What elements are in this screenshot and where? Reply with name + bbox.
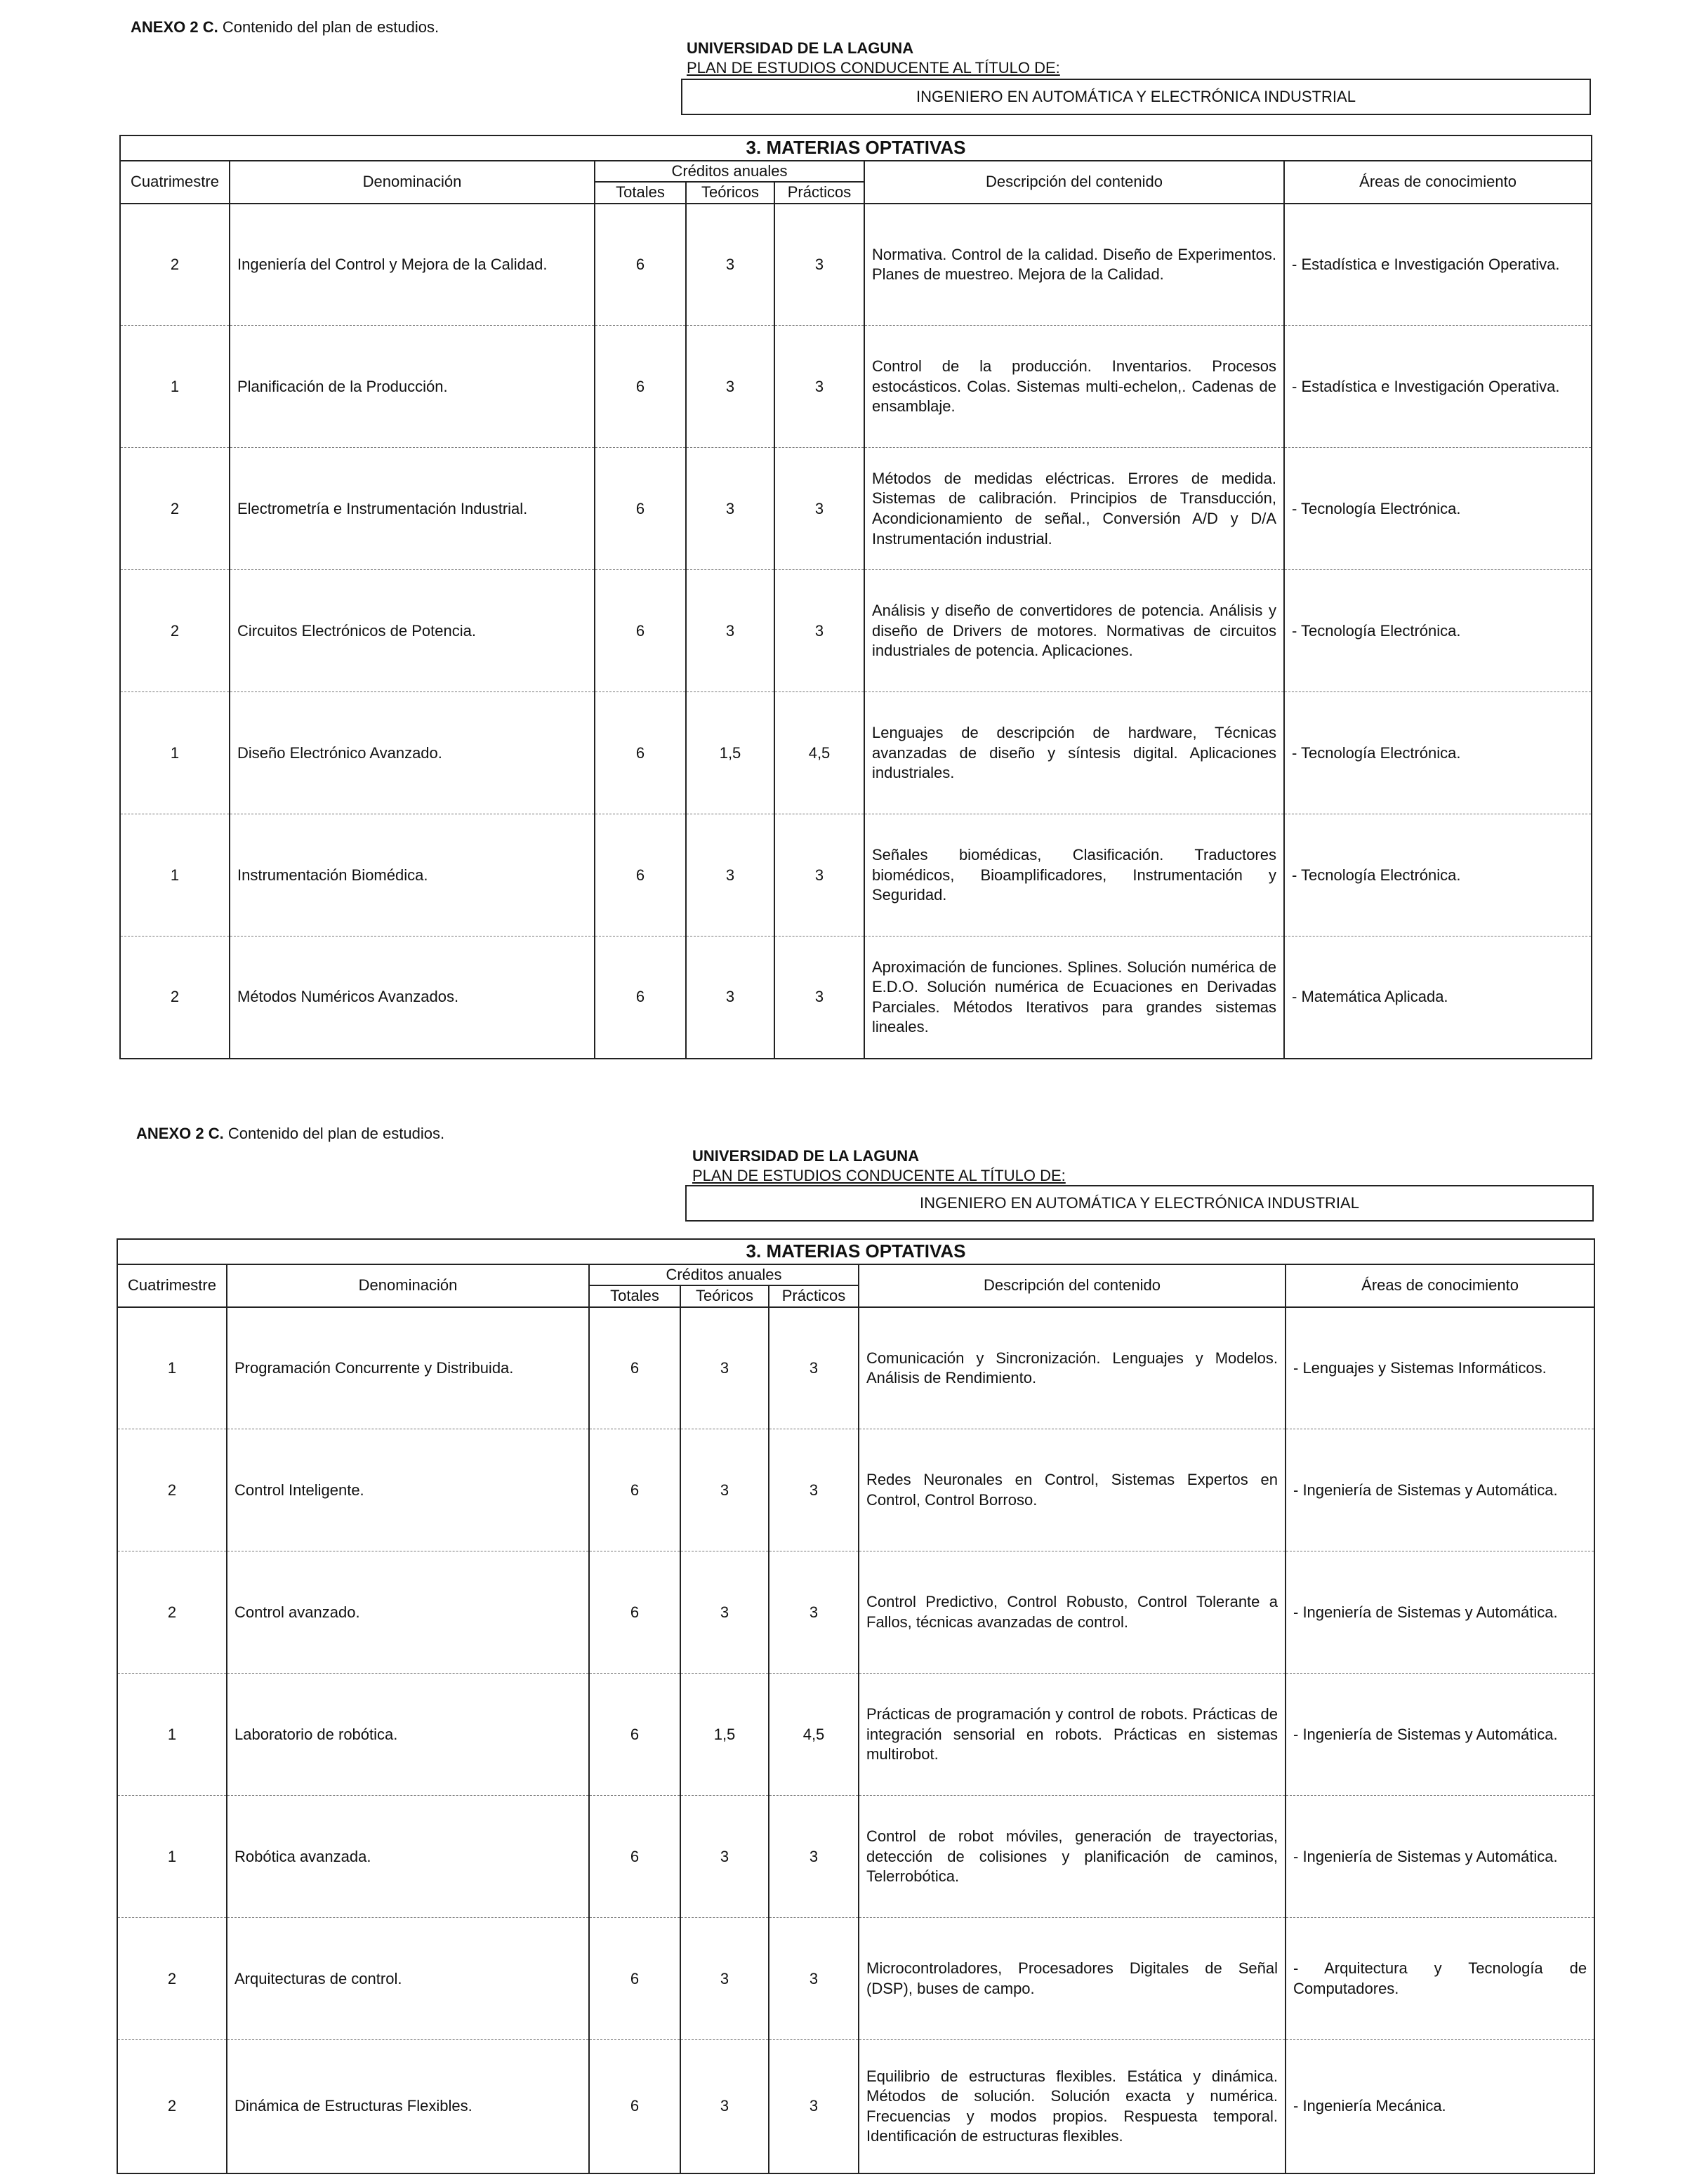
table-row <box>117 2040 1594 2173</box>
table-row <box>120 692 1592 814</box>
totales-cell: 6 <box>589 1918 680 2040</box>
header-descripcion: Descripción del contenido <box>864 161 1284 204</box>
descripcion-cell: Aproximación de funciones. Splines. Solución numérica de E.D.O. Solución numérica de Ecuaciones en Derivadas Parciales. Métodos Iterativos para grandes sistemas lineales. <box>864 937 1284 1059</box>
totales-cell: 6 <box>595 326 686 448</box>
totales-cell: 6 <box>589 1307 680 1429</box>
teoricos-cell: 3 <box>686 570 774 692</box>
header-creditos: Créditos anuales <box>595 161 864 183</box>
plan-title: PLAN DE ESTUDIOS CONDUCENTE AL TÍTULO DE: <box>692 1167 1066 1184</box>
practicos-cell: 3 <box>774 570 864 692</box>
practicos-cell: 3 <box>769 1429 859 1551</box>
descripcion-cell: Lenguajes de descripción de hardware, Técnicas avanzadas de diseño y síntesis digital. Aplicaciones industriales. <box>864 692 1284 814</box>
descripcion-cell: Comunicación y Sincronización. Lenguajes y Modelos. Análisis de Rendimiento. <box>859 1307 1286 1429</box>
totales-cell: 6 <box>595 570 686 692</box>
totales-cell: 6 <box>589 1429 680 1551</box>
cuatrimestre-cell: 2 <box>120 204 230 326</box>
table-row <box>117 1307 1594 1429</box>
header-totales: Totales <box>595 182 686 204</box>
descripcion-cell: Análisis y diseño de convertidores de potencia. Análisis y diseño de Drivers de motores. Normativas de circuitos industriales de potencia. Aplicaciones. <box>864 570 1284 692</box>
table-row <box>120 570 1592 692</box>
cuatrimestre-cell: 2 <box>117 2040 227 2173</box>
denominacion-cell: Ingeniería del Control y Mejora de la Calidad. <box>230 204 595 326</box>
university-name: UNIVERSIDAD DE LA LAGUNA <box>687 39 914 57</box>
area-cell: - Ingeniería de Sistemas y Automática. <box>1286 1551 1594 1674</box>
header-practicos: Prácticos <box>774 182 864 204</box>
degree-box <box>681 79 1591 115</box>
practicos-cell: 3 <box>769 1551 859 1674</box>
area-cell: - Tecnología Electrónica. <box>1284 448 1592 570</box>
denominacion-cell: Arquitecturas de control. <box>227 1918 589 2040</box>
annex-text: Contenido del plan de estudios. <box>222 18 440 36</box>
area-cell: - Arquitectura y Tecnología de Computadores. <box>1286 1918 1594 2040</box>
practicos-cell: 3 <box>774 326 864 448</box>
practicos-cell: 3 <box>769 1796 859 1918</box>
denominacion-cell: Robótica avanzada. <box>227 1796 589 1918</box>
teoricos-cell: 3 <box>680 1918 769 2040</box>
teoricos-cell: 3 <box>680 1429 769 1551</box>
degree-title: INGENIERO EN AUTOMÁTICA Y ELECTRÓNICA INDUSTRIAL <box>916 88 1356 105</box>
denominacion-cell: Métodos Numéricos Avanzados. <box>230 937 595 1059</box>
header-cuatrimestre: Cuatrimestre <box>120 161 230 204</box>
teoricos-cell: 3 <box>680 2040 769 2173</box>
header-cuatrimestre: Cuatrimestre <box>117 1264 227 1307</box>
totales-cell: 6 <box>595 204 686 326</box>
cuatrimestre-cell: 2 <box>120 570 230 692</box>
header-denominacion: Denominación <box>230 161 595 204</box>
area-cell: - Ingeniería de Sistemas y Automática. <box>1286 1674 1594 1796</box>
header-totales: Totales <box>589 1285 680 1307</box>
teoricos-cell: 1,5 <box>680 1674 769 1796</box>
practicos-cell: 4,5 <box>769 1674 859 1796</box>
descripcion-cell: Redes Neuronales en Control, Sistemas Expertos en Control, Control Borroso. <box>859 1429 1286 1551</box>
table-row <box>120 937 1592 1059</box>
header-descripcion: Descripción del contenido <box>859 1264 1286 1307</box>
area-cell: - Tecnología Electrónica. <box>1284 692 1592 814</box>
descripcion-cell: Señales biomédicas, Clasificación. Traductores biomédicos, Bioamplificadores, Instrumentación y Seguridad. <box>864 814 1284 937</box>
denominacion-cell: Circuitos Electrónicos de Potencia. <box>230 570 595 692</box>
denominacion-cell: Electrometría e Instrumentación Industrial. <box>230 448 595 570</box>
table-row <box>117 1796 1594 1918</box>
denominacion-cell: Instrumentación Biomédica. <box>230 814 595 937</box>
annex-heading <box>131 18 439 37</box>
area-cell: - Tecnología Electrónica. <box>1284 814 1592 937</box>
table-row <box>120 326 1592 448</box>
table-row <box>117 1674 1594 1796</box>
area-cell: - Ingeniería de Sistemas y Automática. <box>1286 1796 1594 1918</box>
table-row <box>117 1551 1594 1674</box>
header-creditos: Créditos anuales <box>589 1264 859 1286</box>
totales-cell: 6 <box>589 2040 680 2173</box>
teoricos-cell: 3 <box>686 814 774 937</box>
denominacion-cell: Laboratorio de robótica. <box>227 1674 589 1796</box>
table-row <box>120 448 1592 570</box>
area-cell: - Estadística e Investigación Operativa. <box>1284 326 1592 448</box>
descripcion-cell: Prácticas de programación y control de robots. Prácticas de integración sensorial en robots. Prácticas en sistemas multirobot. <box>859 1674 1286 1796</box>
teoricos-cell: 1,5 <box>686 692 774 814</box>
header-teoricos: Teóricos <box>686 182 774 204</box>
cuatrimestre-cell: 1 <box>120 814 230 937</box>
teoricos-cell: 3 <box>686 448 774 570</box>
cuatrimestre-cell: 2 <box>117 1551 227 1674</box>
descripcion-cell: Control de la producción. Inventarios. Procesos estocásticos. Colas. Sistemas multi-echelon,. Cadenas de ensamblaje. <box>864 326 1284 448</box>
denominacion-cell: Dinámica de Estructuras Flexibles. <box>227 2040 589 2173</box>
practicos-cell: 4,5 <box>774 692 864 814</box>
totales-cell: 6 <box>589 1674 680 1796</box>
totales-cell: 6 <box>595 448 686 570</box>
totales-cell: 6 <box>589 1796 680 1918</box>
teoricos-cell: 3 <box>686 937 774 1059</box>
degree-title: INGENIERO EN AUTOMÁTICA Y ELECTRÓNICA INDUSTRIAL <box>920 1194 1359 1212</box>
descripcion-cell: Control de robot móviles, generación de trayectorias, detección de colisiones y planificación de caminos, Telerrobótica. <box>859 1796 1286 1918</box>
header-teoricos: Teóricos <box>680 1285 769 1307</box>
cuatrimestre-cell: 2 <box>120 448 230 570</box>
area-cell: - Matemática Aplicada. <box>1284 937 1592 1059</box>
practicos-cell: 3 <box>774 204 864 326</box>
denominacion-cell: Programación Concurrente y Distribuida. <box>227 1307 589 1429</box>
descripcion-cell: Métodos de medidas eléctricas. Errores de medida. Sistemas de calibración. Principios de Transducción, Acondicionamiento de señal., Conversión A/D y D/A Instrumentación industrial. <box>864 448 1284 570</box>
totales-cell: 6 <box>589 1551 680 1674</box>
teoricos-cell: 3 <box>680 1551 769 1674</box>
descripcion-cell: Microcontroladores, Procesadores Digitales de Señal (DSP), buses de campo. <box>859 1918 1286 2040</box>
teoricos-cell: 3 <box>680 1796 769 1918</box>
denominacion-cell: Control avanzado. <box>227 1551 589 1674</box>
cuatrimestre-cell: 1 <box>120 326 230 448</box>
table-row <box>117 1429 1594 1551</box>
denominacion-cell: Diseño Electrónico Avanzado. <box>230 692 595 814</box>
denominacion-cell: Planificación de la Producción. <box>230 326 595 448</box>
practicos-cell: 3 <box>774 814 864 937</box>
header-areas: Áreas de conocimiento <box>1284 161 1592 204</box>
cuatrimestre-cell: 1 <box>120 692 230 814</box>
header-denominacion: Denominación <box>227 1264 589 1307</box>
table-row <box>117 1918 1594 2040</box>
area-cell: - Ingeniería Mecánica. <box>1286 2040 1594 2173</box>
teoricos-cell: 3 <box>686 204 774 326</box>
area-cell: - Estadística e Investigación Operativa. <box>1284 204 1592 326</box>
totales-cell: 6 <box>595 937 686 1059</box>
optativas-table-1 <box>119 135 1592 1059</box>
descripcion-cell: Equilibrio de estructuras flexibles. Estática y dinámica. Métodos de solución. Solución exacta y numérica. Frecuencias y modos propios. Respuesta temporal. Identificación de estructuras flexibles. <box>859 2040 1286 2173</box>
cuatrimestre-cell: 2 <box>117 1918 227 2040</box>
degree-box <box>685 1185 1594 1222</box>
table-title: 3. MATERIAS OPTATIVAS <box>120 135 1592 161</box>
university-name: UNIVERSIDAD DE LA LAGUNA <box>692 1147 920 1165</box>
totales-cell: 6 <box>595 814 686 937</box>
area-cell: - Lenguajes y Sistemas Informáticos. <box>1286 1307 1594 1429</box>
cuatrimestre-cell: 1 <box>117 1796 227 1918</box>
optativas-table-2 <box>117 1238 1595 2174</box>
denominacion-cell: Control Inteligente. <box>227 1429 589 1551</box>
header-areas: Áreas de conocimiento <box>1286 1264 1594 1307</box>
descripcion-cell: Control Predictivo, Control Robusto, Control Tolerante a Fallos, técnicas avanzadas de control. <box>859 1551 1286 1674</box>
cuatrimestre-cell: 2 <box>117 1429 227 1551</box>
plan-title: PLAN DE ESTUDIOS CONDUCENTE AL TÍTULO DE: <box>687 59 1060 77</box>
table-title: 3. MATERIAS OPTATIVAS <box>117 1239 1594 1264</box>
area-cell: - Ingeniería de Sistemas y Automática. <box>1286 1429 1594 1551</box>
cuatrimestre-cell: 1 <box>117 1307 227 1429</box>
annex-label: ANEXO 2 C. <box>136 1125 224 1142</box>
descripcion-cell: Normativa. Control de la calidad. Diseño de Experimentos. Planes de muestreo. Mejora de la Calidad. <box>864 204 1284 326</box>
practicos-cell: 3 <box>774 937 864 1059</box>
cuatrimestre-cell: 2 <box>120 937 230 1059</box>
annex-heading <box>136 1125 444 1143</box>
table-row <box>120 814 1592 937</box>
header-practicos: Prácticos <box>769 1285 859 1307</box>
area-cell: - Tecnología Electrónica. <box>1284 570 1592 692</box>
practicos-cell: 3 <box>774 448 864 570</box>
annex-text: Contenido del plan de estudios. <box>227 1125 445 1142</box>
cuatrimestre-cell: 1 <box>117 1674 227 1796</box>
totales-cell: 6 <box>595 692 686 814</box>
table-row <box>120 204 1592 326</box>
practicos-cell: 3 <box>769 2040 859 2173</box>
practicos-cell: 3 <box>769 1918 859 2040</box>
teoricos-cell: 3 <box>686 326 774 448</box>
teoricos-cell: 3 <box>680 1307 769 1429</box>
practicos-cell: 3 <box>769 1307 859 1429</box>
annex-label: ANEXO 2 C. <box>131 18 218 36</box>
